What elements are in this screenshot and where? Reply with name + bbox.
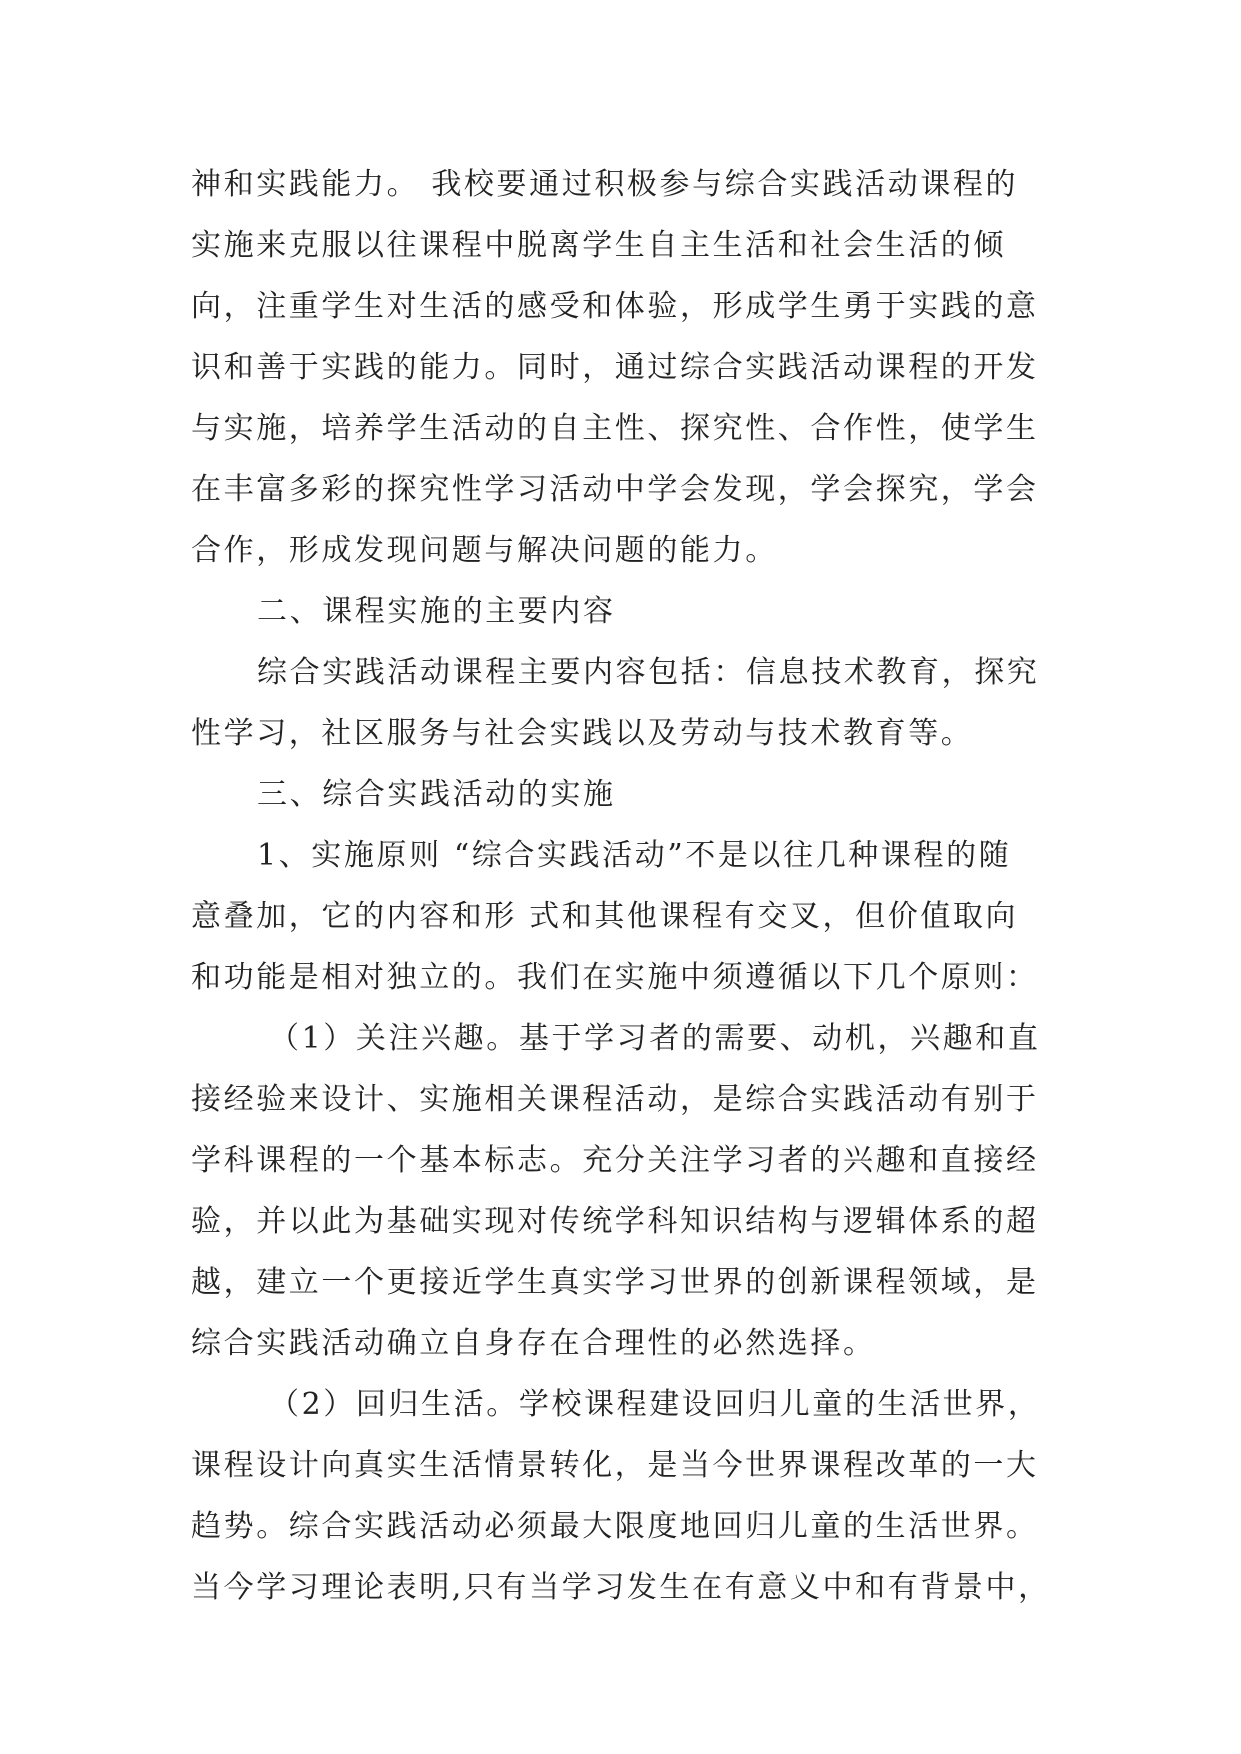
text-line: （1）关注兴趣。基于学习者的需要、动机，兴趣和直 — [269, 1021, 1041, 1056]
text-line: 1、实施原则 “综合实践活动”不是以往几种课程的随 — [257, 838, 1012, 873]
text-line: 验，并以此为基础实现对传统学科知识结构与逻辑体系的超 — [191, 1204, 1039, 1239]
text-line: 越，建立一个更接近学生真实学习世界的创新课程领域，是 — [191, 1265, 1039, 1300]
text-line: 趋势。综合实践活动必须最大限度地回归儿童的生活世界。 — [191, 1509, 1039, 1544]
text-line: 识和善于实践的能力。同时，通过综合实践活动课程的开发 — [191, 350, 1039, 385]
text-line: （2）回归生活。学校课程建设回归儿童的生活世界， — [269, 1387, 1041, 1422]
text-line: 性学习，社区服务与社会实践以及劳动与技术教育等。 — [191, 716, 974, 751]
text-line: 意叠加，它的内容和形 式和其他课程有交叉，但价值取向 — [191, 899, 1019, 934]
text-line: 和功能是相对独立的。我们在实施中须遵循以下几个原则： — [191, 960, 1039, 995]
body-text — [191, 154, 1051, 1618]
text-line: 综合实践活动课程主要内容包括：信息技术教育，探究 — [257, 655, 1040, 690]
section-heading: 三、综合实践活动的实施 — [257, 777, 616, 812]
section-heading: 二、课程实施的主要内容 — [257, 594, 616, 629]
text-line: 与实施，培养学生活动的自主性、探究性、合作性，使学生 — [191, 411, 1039, 446]
text-line: 课程设计向真实生活情景转化，是当今世界课程改革的一大 — [191, 1448, 1039, 1483]
text-line: 学科课程的一个基本标志。充分关注学习者的兴趣和直接经 — [191, 1143, 1039, 1178]
text-line: 实施来克服以往课程中脱离学生自主生活和社会生活的倾 — [191, 228, 1006, 263]
text-line: 综合实践活动确立自身存在合理性的必然选择。 — [191, 1326, 876, 1361]
text-line: 合作，形成发现问题与解决问题的能力。 — [191, 533, 778, 568]
text-line: 接经验来设计、实施相关课程活动，是综合实践活动有别于 — [191, 1082, 1039, 1117]
text-line: 向，注重学生对生活的感受和体验，形成学生勇于实践的意 — [191, 289, 1039, 324]
text-line: 当今学习理论表明,只有当学习发生在有意义中和有背景中， — [191, 1570, 1051, 1605]
text-line: 神和实践能力。 我校要通过积极参与综合实践活动课程的 — [191, 167, 1019, 202]
text-line: 在丰富多彩的探究性学习活动中学会发现，学会探究，学会 — [191, 472, 1039, 507]
